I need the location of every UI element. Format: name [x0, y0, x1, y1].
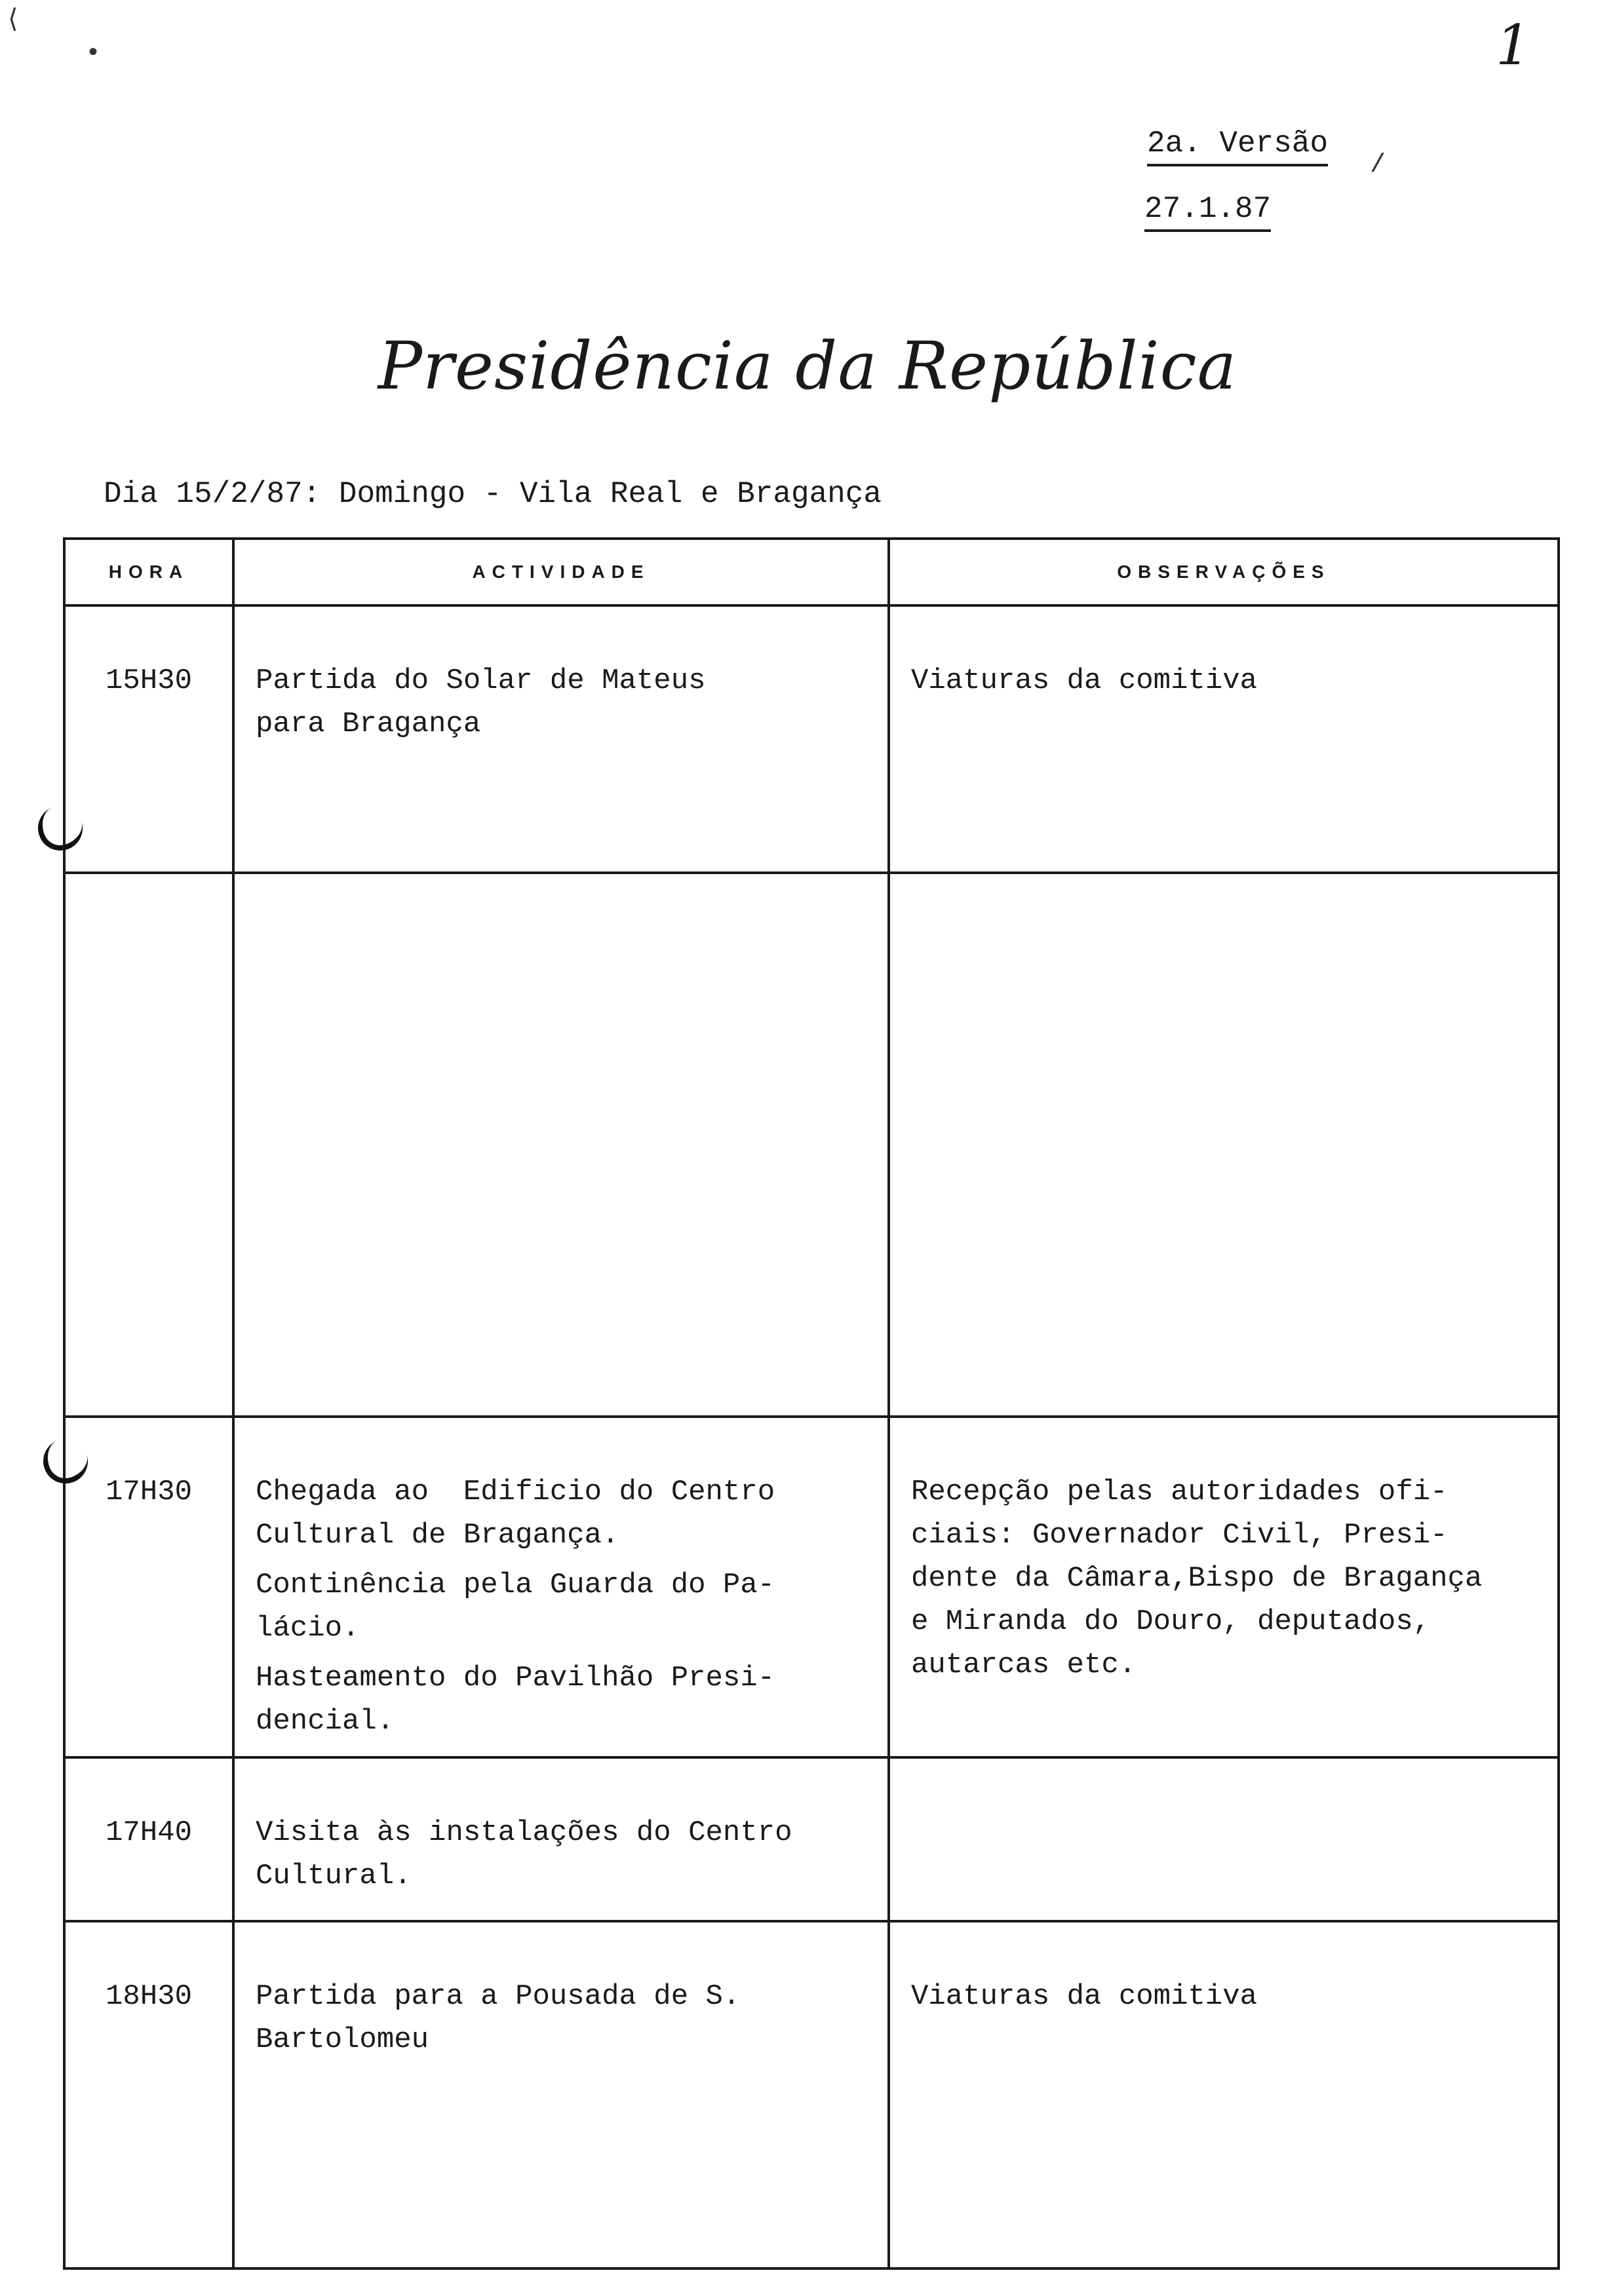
activity-cell: [233, 1417, 889, 1757]
margin-mark: /: [1370, 151, 1386, 180]
observation-line: dente da Câmara,Bispo de Bragança: [911, 1562, 1483, 1595]
table-row: [64, 1417, 1559, 1757]
activity-line: Partida do Solar de Mateus: [256, 664, 706, 697]
activity-line: Partida para a Pousada de S.: [256, 1980, 741, 2013]
activity-line: lácio.: [256, 1612, 360, 1645]
column-header-actividade: ACTIVIDADE: [233, 539, 889, 605]
observations-cell: [889, 1757, 1559, 1921]
activity-line: Hasteamento do Pavilhão Presi-: [256, 1662, 775, 1694]
observation-line: Viaturas da comitiva: [911, 664, 1258, 697]
time-cell: 15H30: [64, 605, 233, 873]
observation-line: ciais: Governador Civil, Presi-: [911, 1519, 1448, 1552]
observations-cell: [889, 873, 1559, 1417]
activity-line: Cultural.: [256, 1860, 412, 1892]
observation-line: autarcas etc.: [911, 1649, 1137, 1681]
time-cell: [64, 873, 233, 1417]
table-row: [64, 605, 1559, 873]
observations-cell: [889, 1921, 1559, 2268]
margin-mark: •: [85, 39, 102, 69]
time-cell: 18H30: [64, 1921, 233, 2268]
activity-line: para Bragança: [256, 708, 481, 740]
version-label: 2a. Versão: [1147, 128, 1328, 166]
observations-cell: [889, 605, 1559, 873]
column-header-observacoes: OBSERVAÇÕES: [889, 539, 1559, 605]
table-row: [64, 1921, 1559, 2268]
activity-cell: [233, 605, 889, 873]
table-row: [64, 873, 1559, 1417]
letterhead-presidencia: Presidência da República: [378, 328, 1237, 404]
day-heading: Dia 15/2/87: Domingo - Vila Real e Bragança: [104, 477, 882, 511]
version-date: 27.1.87: [1144, 194, 1271, 232]
observation-line: e Miranda do Douro, deputados,: [911, 1605, 1431, 1638]
page-number: 1: [1496, 13, 1531, 77]
activity-line: Visita às instalações do Centro: [256, 1816, 792, 1849]
activity-line: dencial.: [256, 1705, 395, 1738]
observation-line: Recepção pelas autoridades ofi-: [911, 1476, 1448, 1508]
observation-line: Viaturas da comitiva: [911, 1980, 1258, 2013]
table-header-row: [64, 539, 1559, 605]
margin-mark: ⟨: [5, 7, 22, 36]
schedule-table: [63, 537, 1560, 2270]
time-cell: 17H30: [64, 1417, 233, 1757]
activity-cell: [233, 873, 889, 1417]
observations-cell: [889, 1417, 1559, 1757]
table-row: [64, 1757, 1559, 1921]
time-cell: 17H40: [64, 1757, 233, 1921]
activity-line: Bartolomeu: [256, 2023, 429, 2056]
activity-cell: [233, 1921, 889, 2268]
activity-line: Cultural de Bragança.: [256, 1519, 619, 1552]
column-header-hora: HORA: [64, 539, 233, 605]
activity-line: Chegada ao Edificio do Centro: [256, 1476, 775, 1508]
activity-cell: [233, 1757, 889, 1921]
activity-line: Continência pela Guarda do Pa-: [256, 1569, 775, 1601]
